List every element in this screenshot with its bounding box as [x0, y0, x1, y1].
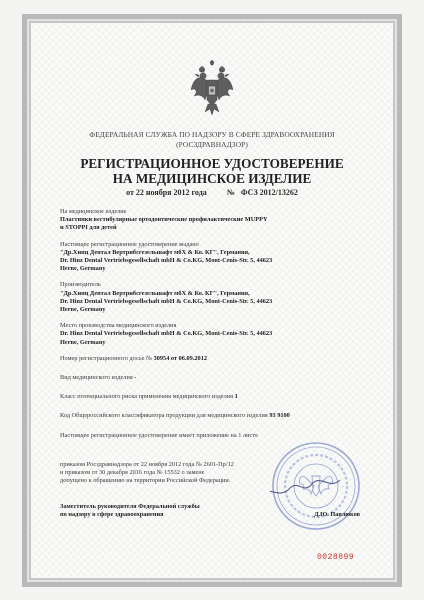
- signer-position: Заместитель руководителя Федеральной службы: [60, 503, 200, 510]
- section-manufacturer: Производитель "Др.Хинц Дентал Вертрибсгезельшафт мбХ & Ко. КГ", Германия, Dr. Hinz Dental Vertriebsgesellschaft mbH & Co.KG, Mont-Cenis-Str. 5, 44623 Herne, Germany: [60, 281, 273, 314]
- double-headed-eagle-emblem-icon: [190, 60, 234, 116]
- section-issued-to: Настоящее регистрационное удостоверение выдано "Др.Хинц Дентал Вертрибсгезельшафт мбХ & Ко. КГ", Германия, Dr. Hinz Dental Vertriebsgesellschaft mbH & Co.KG, Mont-Cenis-Str. 5, 44623 Herne, Germany: [60, 240, 273, 273]
- registration-date: от 22 ноября 2012 года: [126, 188, 207, 197]
- serial-number: 0028899: [317, 553, 355, 562]
- agency-name: ФЕДЕРАЛЬНАЯ СЛУЖБА ПО НАДЗОРУ В СФЕРЕ ЗДРАВООХРАНЕНИЯ: [89, 130, 335, 139]
- signer-name: Д.Ю. Павлюков: [314, 511, 360, 519]
- agency-header: [40, 130, 384, 150]
- registration-date-number: [40, 188, 384, 197]
- number-sign: №: [226, 188, 235, 197]
- section-production-place: Место производства медицинского изделия Dr. Hinz Dental Vertriebsgesellschaft mbH & Co.KG, Mont-Cenis-Str. 5, 44623 Herne, Germany: [60, 322, 273, 346]
- certificate-body: [60, 208, 368, 448]
- registration-number: ФСЗ 2012/13262: [240, 188, 298, 197]
- signature-block: Заместитель руководителя Федеральной службы по надзору в сфере здравоохранения Д.Ю. Павлюков: [60, 503, 360, 519]
- section-product: На медицинское изделие Пластинки вестибулярные ортодонтические профилактические MUPPY и STOPPI для детей: [60, 208, 268, 232]
- document-title: РЕГИСТРАЦИОННОЕ УДОСТОВЕРЕНИЕ НА МЕДИЦИНСКОЕ ИЗДЕЛИЕ: [80, 156, 344, 186]
- section-appendix: Настоящее регистрационное удостоверение имеет приложение на 1 листе: [60, 431, 258, 439]
- order-text: приказом Росздравнадзора от 22 ноября 2012 года № 2601-Пр/12 и приказом от 30 декабря 2016 года № 15532 о замене допущено к обращению на территории Российской Федерации.: [60, 461, 234, 485]
- section-okp-code: Код Общероссийского классификатора продукции для медицинского изделия 93 9100: [60, 412, 290, 420]
- section-kind: Вид медицинского изделия -: [60, 374, 137, 382]
- agency-abbreviation: (РОСЗДРАВНАДЗОР): [176, 140, 248, 149]
- section-dossier: Номер регистрационного досье № 30954 от 06.09.2012: [60, 354, 207, 362]
- section-risk-class: Класс потенциального риска применения медицинского изделия 1: [60, 393, 238, 401]
